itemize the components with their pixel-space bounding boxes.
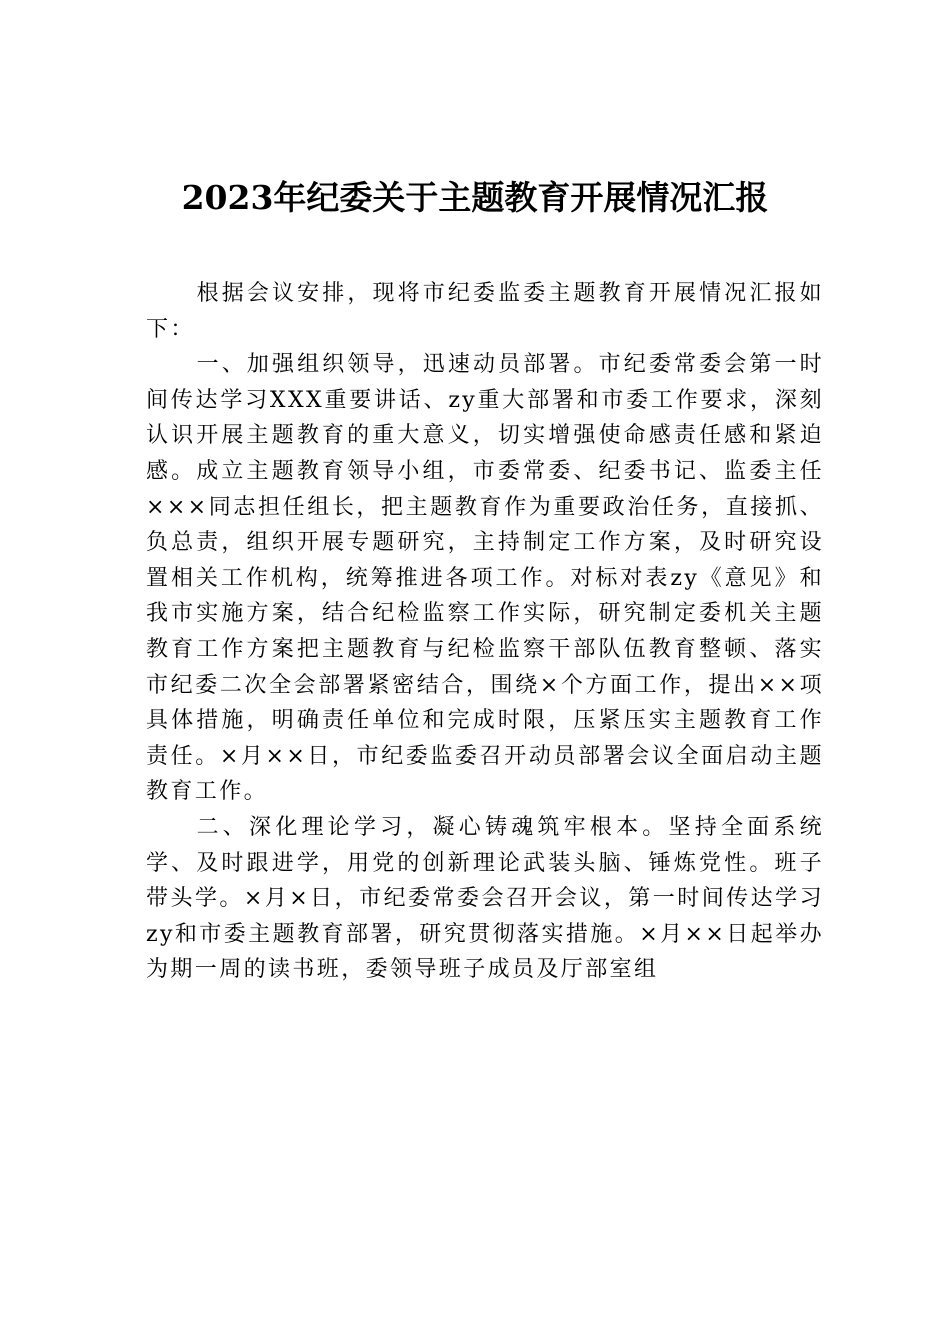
paragraph-section-1: 一、加强组织领导，迅速动员部署。市纪委常委会第一时间传达学习XXX重要讲话、zy重大部署和市委工作要求，深刻认识开展主题教育的重大意义，切实增强使命感责任感和紧迫感。成立主题教育领导小组，市委常委、纪委书记、监委主任×××同志担任组长，把主题教育作为重要政治任务，直接抓、负总责，组织开展专题研究，主持制定工作方案，及时研究设置相关工作机构，统筹推进各项工作。对标对表zy《意见》和我市实施方案，结合纪检监察工作实际，研究制定委机关主题教育工作方案把主题教育与纪检监察干部队伍教育整顿、落实市纪委二次全会部署紧密结合，围绕×个方面工作，提出××项具体措施，明确责任单位和完成时限，压紧压实主题教育工作责任。×月××日，市纪委监委召开动员部署会议全面启动主题教育工作。	[146, 352, 824, 805]
paragraph-intro: 根据会议安排，现将市纪委监委主题教育开展情况汇报如下：	[146, 281, 824, 342]
document-body	[146, 276, 824, 988]
paragraph-section-2: 二、深化理论学习，凝心铸魂筑牢根本。坚持全面系统学、及时跟进学，用党的创新理论武装头脑、锤炼党性。班子带头学。×月×日，市纪委常委会召开会议，第一时间传达学习zy和市委主题教育部署，研究贯彻落实措施。×月××日起举办为期一周的读书班，委领导班子成员及厅部室组	[146, 814, 824, 983]
document-title: 2023年纪委关于主题教育开展情况汇报	[181, 178, 769, 217]
